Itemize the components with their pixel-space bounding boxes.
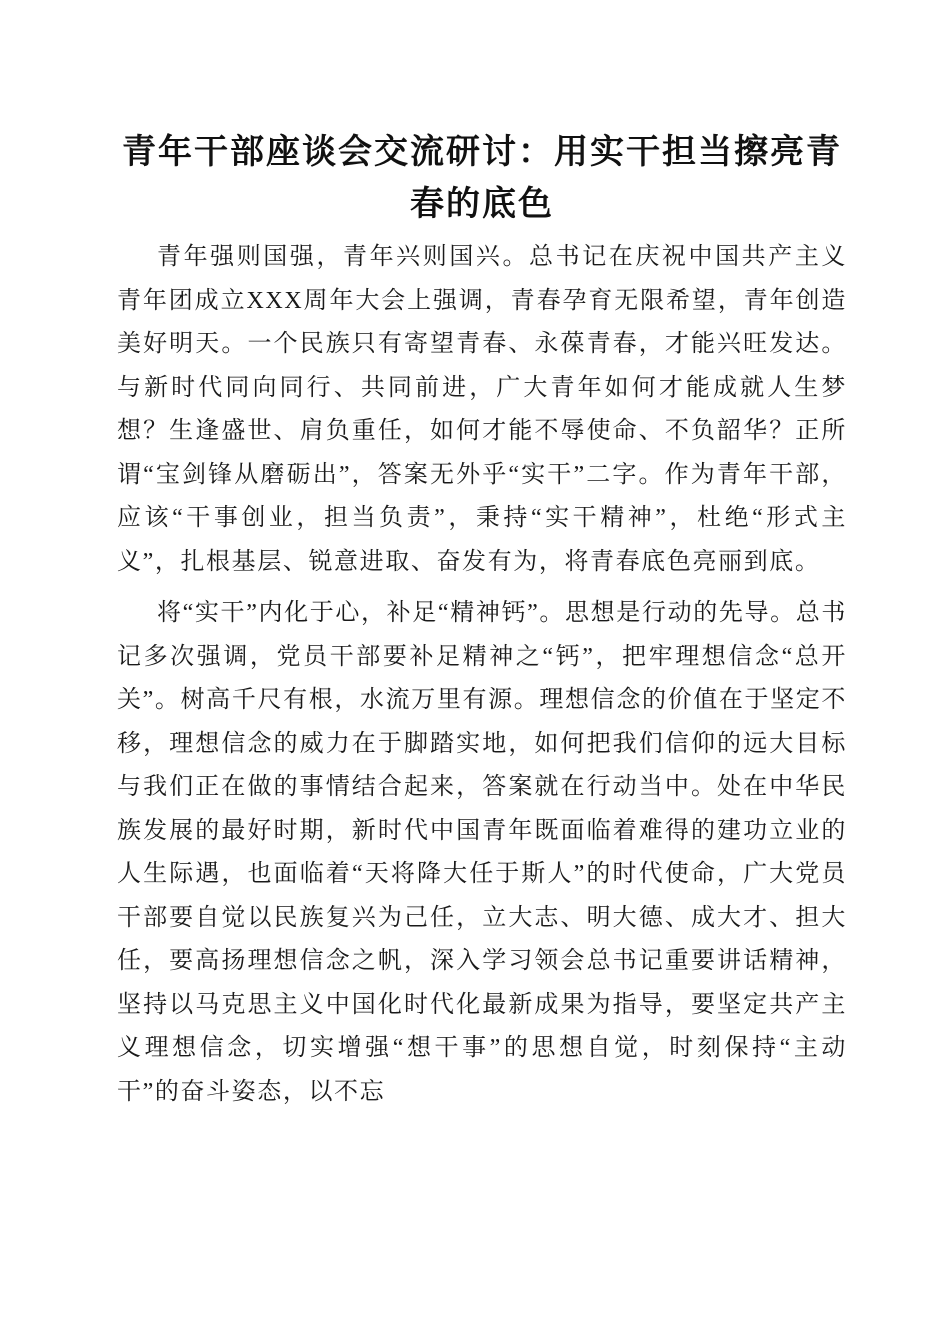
- paragraph-1: 青年强则国强，青年兴则国兴。总书记在庆祝中国共产主义青年团成立XXX周年大会上强调，青春孕育无限希望，青年创造美好明天。一个民族只有寄望青春、永葆青春，才能兴旺发达。与新时代同向同行、共同前进，广大青年如何才能成就人生梦想？生逢盛世、肩负重任，如何才能不辱使命、不负韶华？正所谓“宝剑锋从磨砺出”，答案无外乎“实干”二字。作为青年干部，应该“干事创业，担当负责”，秉持“实干精神”，杜绝“形式主义”，扎根基层、锐意进取、奋发有为，将青春底色亮丽到底。: [117, 244, 847, 575]
- paragraph-2: 将“实干”内化于心，补足“精神钙”。思想是行动的先导。总书记多次强调，党员干部要补足精神之“钙”，把牢理想信念“总开关”。树高千尺有根，水流万里有源。理想信念的价值在于坚定不移，理想信念的威力在于脚踏实地，如何把我们信仰的远大目标与我们正在做的事情结合起来，答案就在行动当中。处在中华民族发展的最好时期，新时代中国青年既面临着难得的建功立业的人生际遇，也面临着“天将降大任于斯人”的时代使命，广大党员干部要自觉以民族复兴为己任，立大志、明大德、成大才、担大任，要高扬理想信念之帆，深入学习领会总书记重要讲话精神，坚持以马克思主义中国化时代化最新成果为指导，要坚定共产主义理想信念，切实增强“想干事”的思想自觉，时刻保持“主动干”的奋斗姿态，以不忘: [117, 600, 847, 1105]
- document-title: 青年干部座谈会交流研讨：用实干担当擦亮青春的底色: [122, 134, 842, 223]
